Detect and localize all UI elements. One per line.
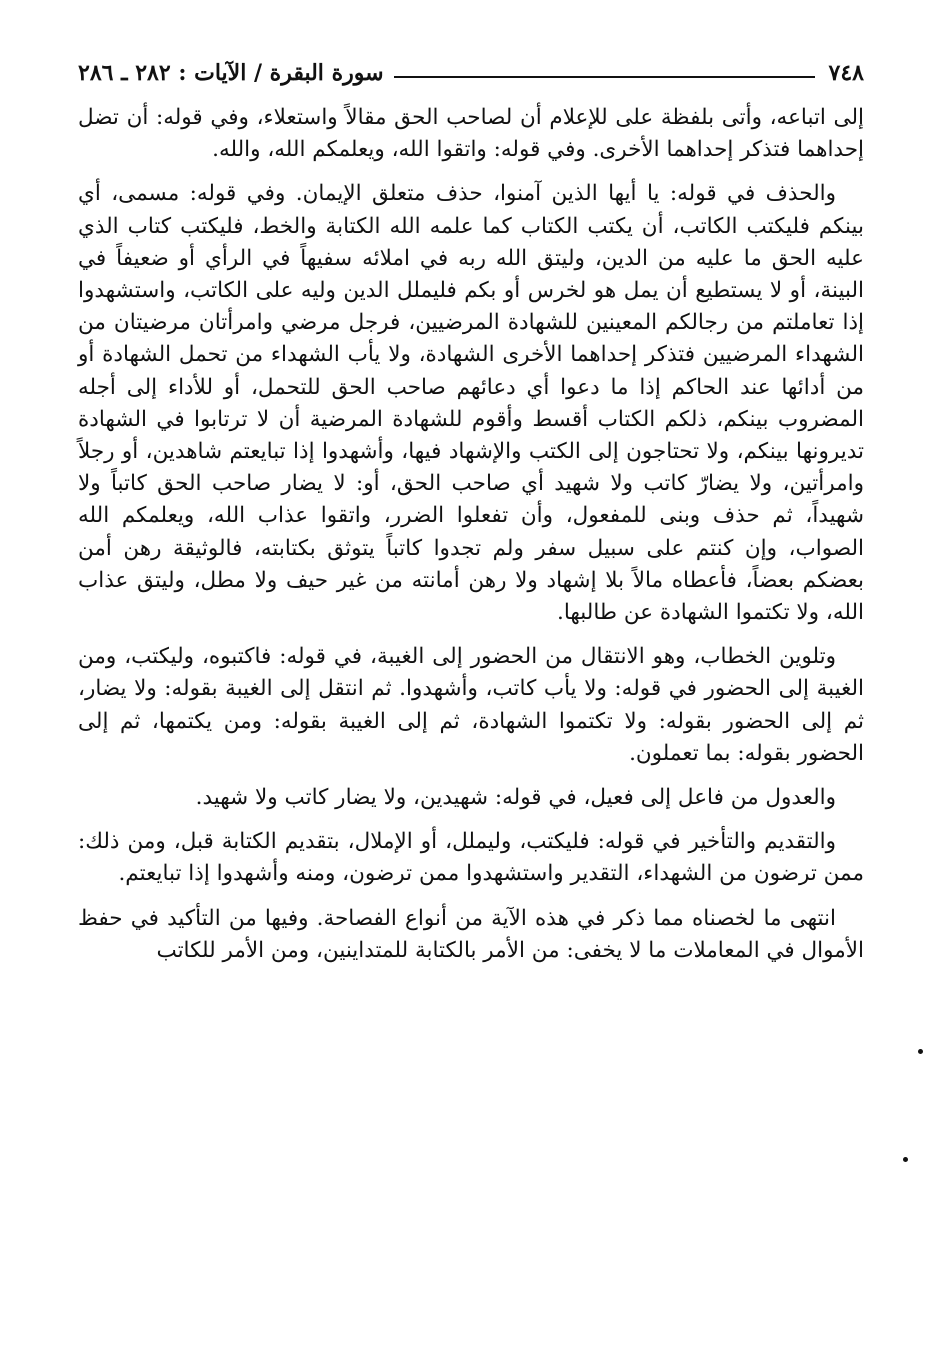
paragraph-5: والتقديم والتأخير في قوله: فليكتب، وليملل، أو الإملال، بتقديم الكتابة قبل، ومن ذلك: ممن ترضون من الشهداء، التقدير واستشهدوا ممن ترضون، ومنه وأشهدوا إذا تبايعتم. xyxy=(78,829,864,887)
paragraph-6: انتهى ما لخصناه مما ذكر في هذه الآية من أنواع الفصاحة. وفيها من التأكيد في حفظ الأموال في المعاملات ما لا يخفى: من الأمر بالكتابة للمتداينين، ومن الأمر للكاتب xyxy=(78,905,864,963)
paragraph-1: إلى اتباعه، وأتى بلفظة على للإعلام أن لصاحب الحق مقالاً واستعلاء، وفي قوله: أن تضل إحداهما فتذكر إحداهما الأخرى. وفي قوله: واتقوا الله، ويعلمكم الله، والله. xyxy=(78,105,864,163)
header-rule xyxy=(394,76,815,78)
page-body xyxy=(78,102,864,979)
paragraph-4: والعدول من فاعل إلى فعيل، في قوله: شهيدين، ولا يضار كاتب ولا شهيد. xyxy=(195,785,836,811)
surah-title: سورة البقرة / الآيات : ٢٨٢ ـ ٢٨٦ xyxy=(78,60,384,86)
margin-dot-mark xyxy=(903,1157,908,1162)
paragraph-2: والحذف في قوله: يا أيها الذين آمنوا، حذف متعلق الإيمان. وفي قوله: مسمى، أي بينكم فليكتب الكاتب، أن يكتب الكتاب كما علمه الله الكتابة والخط، فليكتب كتاب الذي عليه الحق ما عليه من الدين، وليتق الله ربه في املائه سفيهاً في الرأي أو ضعيفاً في البينة، أو لا يستطيع أن يمل هو لخرس أو بكم فليملل الدين وليه على الكاتب، واستشهدوا إذا تعاملتم من رجالكم المعينين للشهادة المرضيين، فرجل مرضي وامرأتان مرضيتان من الشهداء المرضيين فتذكر إحداهما الأخرى الشهادة، ولا يأب الشهداء من تحمل الشهادة أو من أدائها عند الحاكم إذا ما دعوا أي دعائهم صاحب الحق للتحمل، أو للأداء إلى أجله المضروب بينكم، ذلكم الكتاب أقسط وأقوم للشهادة المرضية أن لا ترتابوا في الشهادة تديرونها بينكم، ولا تحتاجون إلى الكتب والإشهاد فيها، وأشهدوا إذا تبايعتم شاهدين، أو رجلاً وامرأتين، ولا يضارّ كاتب ولا شهيد أي صاحب الحق، أو: لا يضار صاحب الحق كاتباً ولا شهيداً، ثم حذف وبنى للمفعول، وأن تفعلوا الضرر، واتقوا عذاب الله، ويعلمكم الله الصواب، وإن كنتم على سبيل سفر ولم تجدوا كاتباً يتوثق بكتابته، فالوثيقة رهن أمن بعضكم بعضاً، فأعطاه مالاً بلا إشهاد ولا رهن أمانته من غير حيف ولا مطل، وليتق عذاب الله، ولا تكتموا الشهادة عن طالبها. xyxy=(78,181,864,626)
page-number: ٧٤٨ xyxy=(828,60,864,86)
margin-dot-mark xyxy=(918,1049,923,1054)
paragraph-3: وتلوين الخطاب، وهو الانتقال من الحضور إلى الغيبة، في قوله: فاكتبوه، وليكتب، ومن الغيبة إلى الحضور في قوله: ولا يأب كاتب، وأشهدوا. ثم انتقل إلى الغيبة بقوله: ولا يضار، ثم إلى الحضور بقوله: ولا تكتموا الشهادة، ثم إلى الغيبة بقوله: ومن يكتمها، ثم إلى الحضور بقوله: بما تعملون. xyxy=(78,644,864,766)
page-header xyxy=(78,52,864,86)
